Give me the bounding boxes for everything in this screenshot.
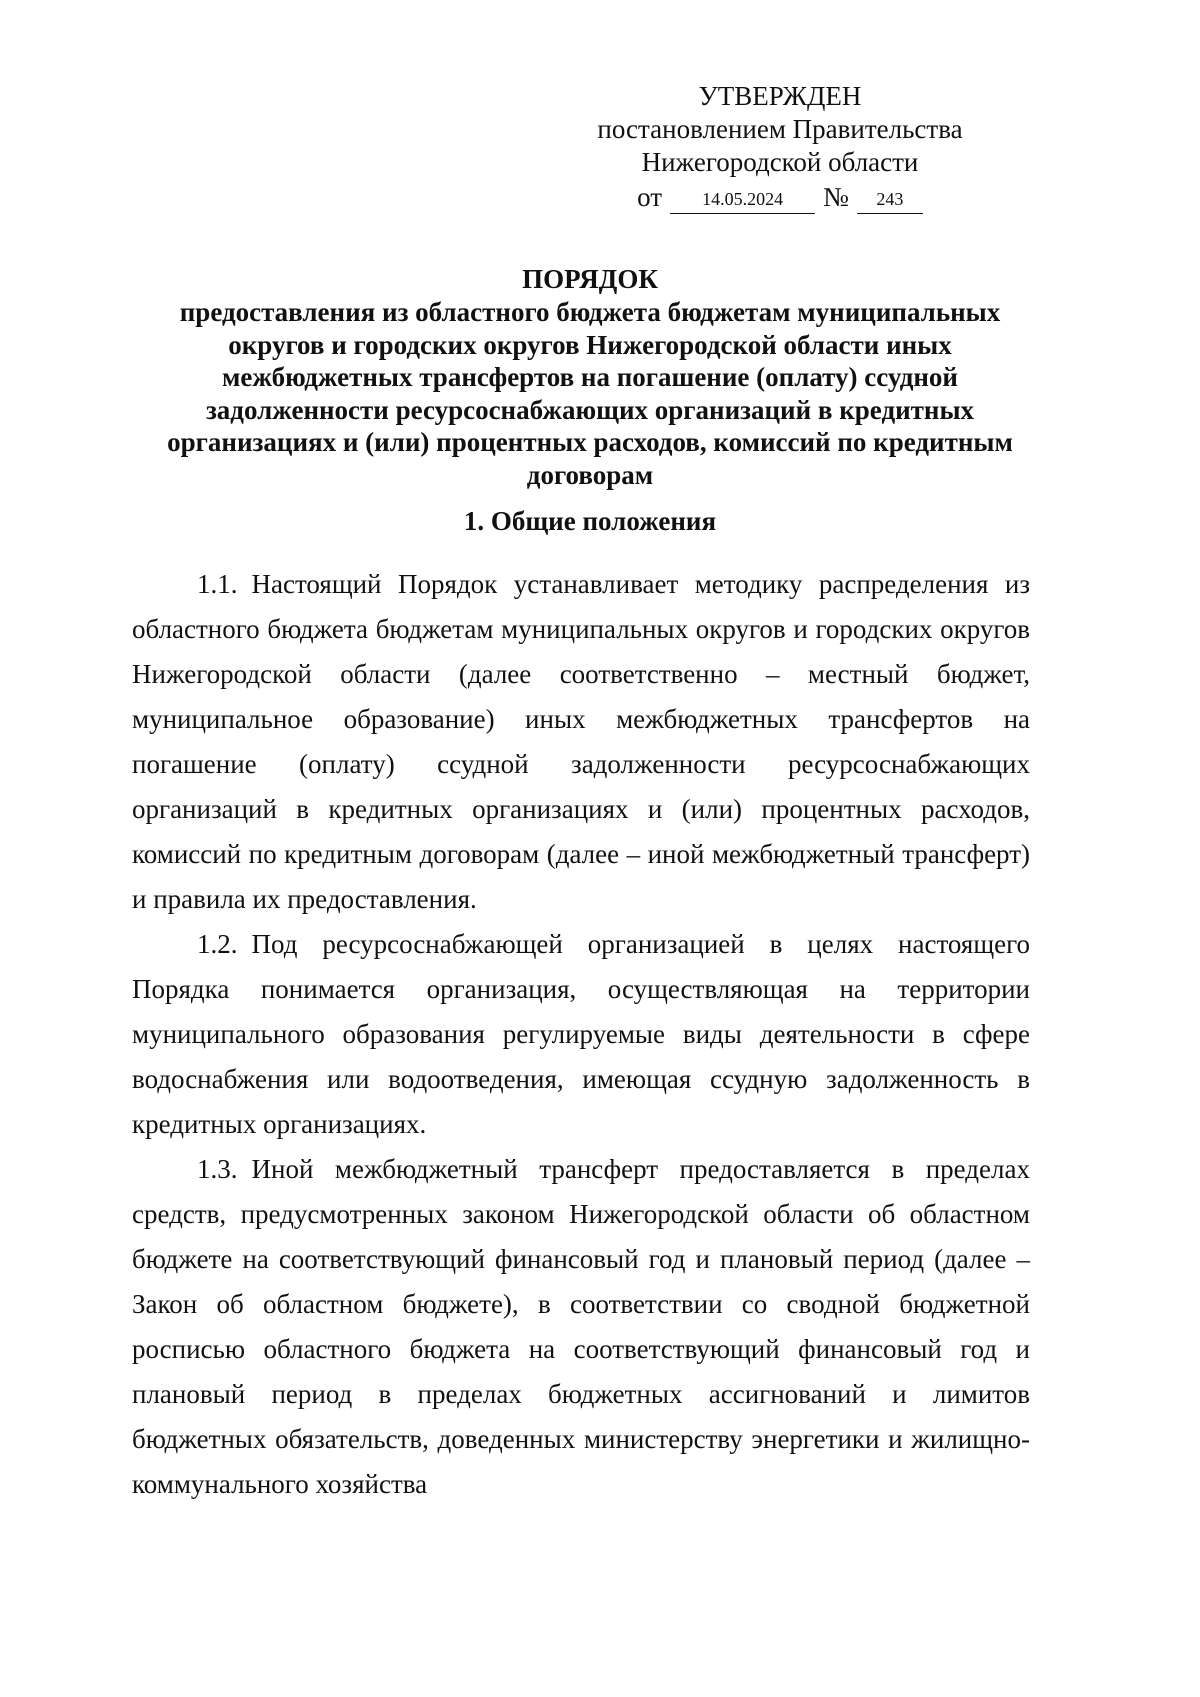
paragraph-number: 1.1. xyxy=(197,569,238,599)
section-body xyxy=(132,562,1030,1507)
paragraph xyxy=(132,562,1030,922)
paragraph-number: 1.3. xyxy=(197,1154,238,1184)
approval-status: УТВЕРЖДЕН xyxy=(698,81,862,111)
document-subtitle: предоставления из областного бюджета бюджетам муниципальных округов и городских округов Нижегородской области иных межбюджетных трансфертов на погашение (оплату) ссудной задолженности ресурсоснабжающих организаций в кредитных организациях и (или) процентных расходов, комиссий по кредитным договорам xyxy=(167,297,1013,490)
approval-stamp xyxy=(560,80,1000,214)
approval-number: 243 xyxy=(857,188,923,214)
approval-from-label: от xyxy=(637,182,663,212)
paragraph-text: Иной межбюджетный трансферт предоставляется в пределах средств, предусмотренных законом Нижегородской области об областном бюджете на соответствующий финансовый год и плановый период (далее – Закон об областном бюджете), в соответствии со сводной бюджетной росписью областного бюджета на соответствующий финансовый год и плановый период в пределах бюджетных ассигнований и лимитов бюджетных обязательств, доведенных министерству энергетики и жилищно-коммунального хозяйства xyxy=(132,1154,1030,1499)
paragraph xyxy=(132,1147,1030,1507)
paragraph xyxy=(132,922,1030,1147)
section-heading: 1. Общие положения xyxy=(463,506,717,536)
approval-authority-line2: Нижегородской области xyxy=(641,147,919,177)
approval-authority-line1: постановлением Правительства xyxy=(597,114,963,144)
paragraph-number: 1.2. xyxy=(197,929,238,959)
approval-date: 14.05.2024 xyxy=(670,188,815,214)
paragraph-text: Настоящий Порядок устанавливает методику распределения из областного бюджета бюджетам муниципальных округов и городских округов Нижегородской области (далее соответственно – местный бюджет, муниципальное образование) иных межбюджетных трансфертов на погашение (оплату) ссудной задолженности ресурсоснабжающих организаций в кредитных организациях и (или) процентных расходов, комиссий по кредитным договорам (далее – иной межбюджетный трансферт) и правила их предоставления. xyxy=(132,569,1030,914)
paragraph-text: Под ресурсоснабжающей организацией в целях настоящего Порядка понимается организация, осуществляющая на территории муниципального образования регулируемые виды деятельности в сфере водоснабжения или водоотведения, имеющая ссудную задолженность в кредитных организациях. xyxy=(132,929,1030,1139)
document-title: ПОРЯДОК xyxy=(522,264,658,294)
approval-number-label: № xyxy=(823,182,849,212)
approval-date-line xyxy=(560,181,1000,214)
